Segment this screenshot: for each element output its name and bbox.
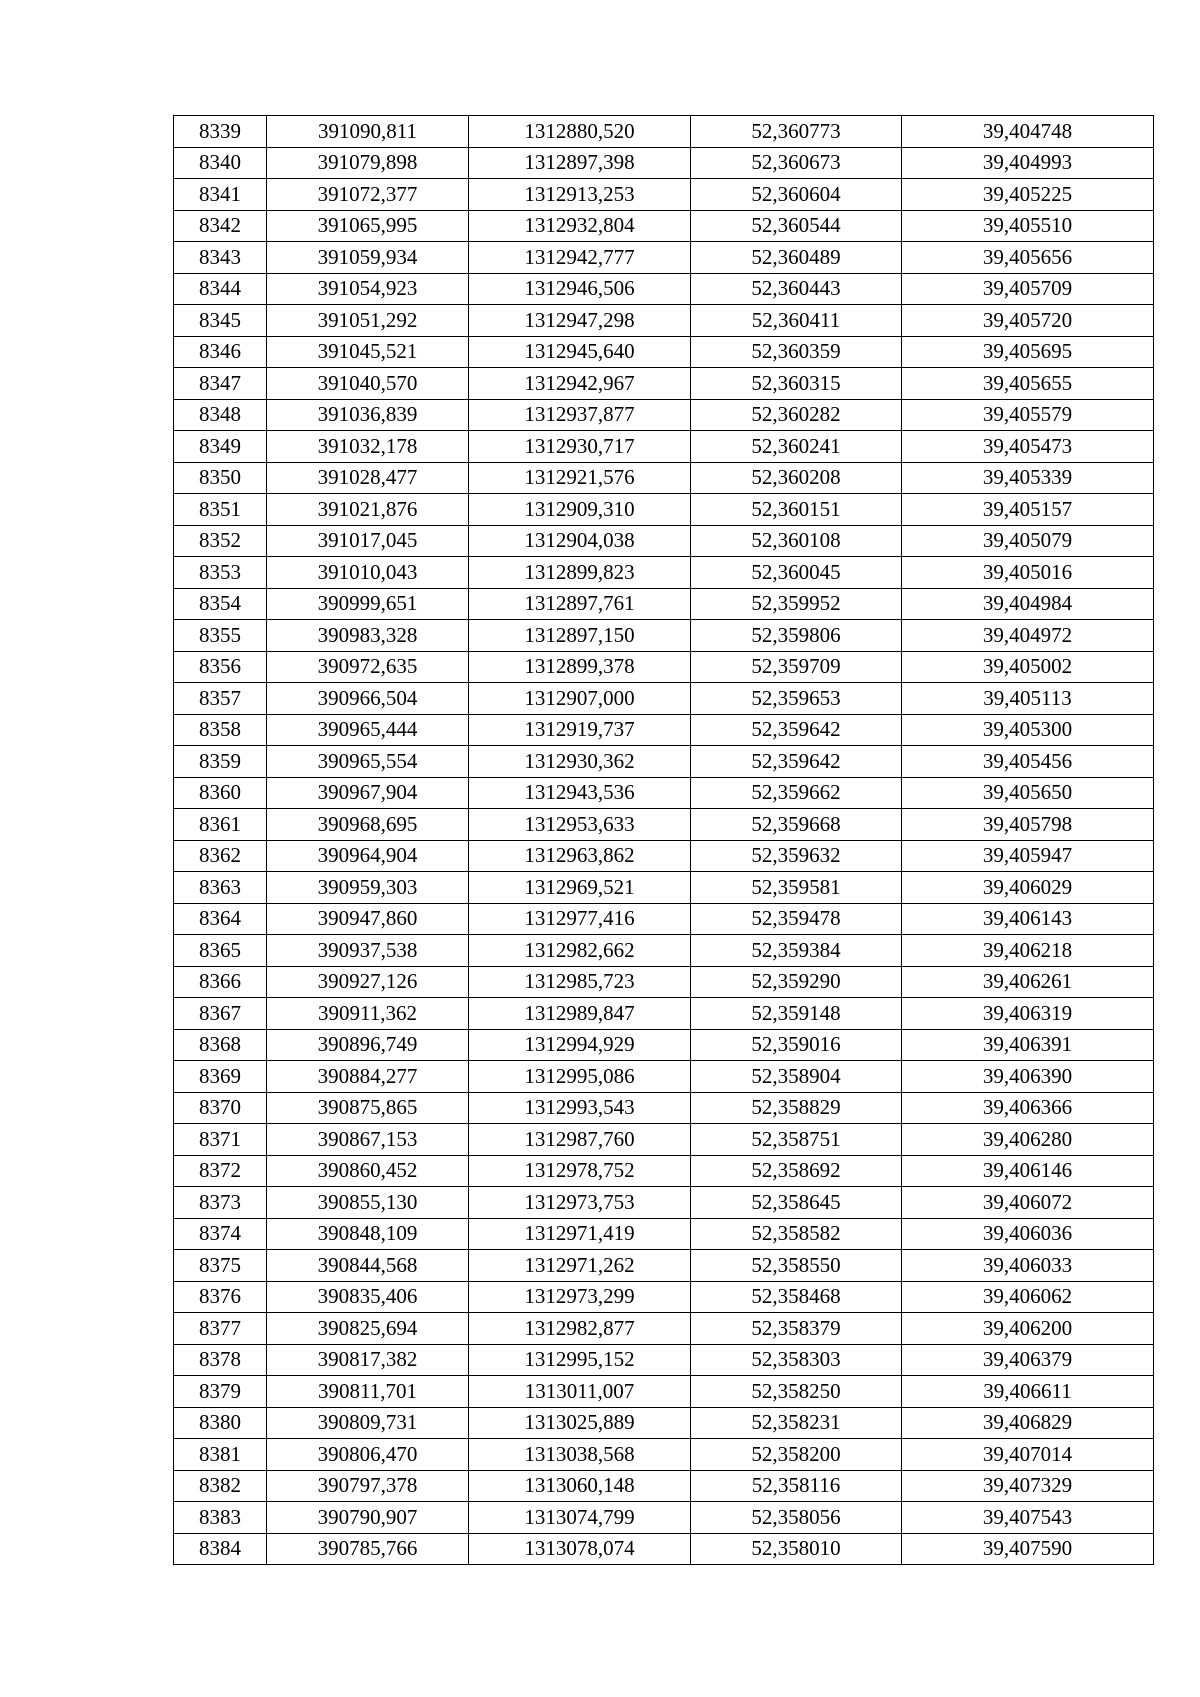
point-number-cell: 8382 <box>174 1470 267 1502</box>
table-row <box>174 1281 1154 1313</box>
latitude-cell: 52,358645 <box>691 1187 902 1219</box>
latitude-cell: 52,358692 <box>691 1155 902 1187</box>
x-coordinate-cell: 390844,568 <box>267 1250 469 1282</box>
point-number-cell: 8356 <box>174 651 267 683</box>
point-number-cell: 8374 <box>174 1218 267 1250</box>
y-coordinate-cell: 1312897,761 <box>469 588 691 620</box>
longitude-cell: 39,406379 <box>902 1344 1154 1376</box>
x-coordinate-cell: 390911,362 <box>267 998 469 1030</box>
y-coordinate-cell: 1312945,640 <box>469 336 691 368</box>
table-row <box>174 1187 1154 1219</box>
y-coordinate-cell: 1313074,799 <box>469 1502 691 1534</box>
y-coordinate-cell: 1312904,038 <box>469 525 691 557</box>
latitude-cell: 52,360151 <box>691 494 902 526</box>
latitude-cell: 52,359642 <box>691 746 902 778</box>
y-coordinate-cell: 1312973,299 <box>469 1281 691 1313</box>
point-number-cell: 8354 <box>174 588 267 620</box>
point-number-cell: 8341 <box>174 179 267 211</box>
x-coordinate-cell: 390999,651 <box>267 588 469 620</box>
table-row <box>174 651 1154 683</box>
point-number-cell: 8353 <box>174 557 267 589</box>
point-number-cell: 8349 <box>174 431 267 463</box>
latitude-cell: 52,360443 <box>691 273 902 305</box>
table-row <box>174 1533 1154 1565</box>
longitude-cell: 39,405656 <box>902 242 1154 274</box>
longitude-cell: 39,405655 <box>902 368 1154 400</box>
latitude-cell: 52,359709 <box>691 651 902 683</box>
latitude-cell: 52,359632 <box>691 840 902 872</box>
table-row <box>174 809 1154 841</box>
latitude-cell: 52,358056 <box>691 1502 902 1534</box>
x-coordinate-cell: 391036,839 <box>267 399 469 431</box>
table-row <box>174 525 1154 557</box>
y-coordinate-cell: 1312899,823 <box>469 557 691 589</box>
y-coordinate-cell: 1312977,416 <box>469 903 691 935</box>
table-row <box>174 998 1154 1030</box>
y-coordinate-cell: 1312982,662 <box>469 935 691 967</box>
point-number-cell: 8379 <box>174 1376 267 1408</box>
x-coordinate-cell: 390811,701 <box>267 1376 469 1408</box>
latitude-cell: 52,359952 <box>691 588 902 620</box>
table-row <box>174 179 1154 211</box>
longitude-cell: 39,407014 <box>902 1439 1154 1471</box>
x-coordinate-cell: 390968,695 <box>267 809 469 841</box>
x-coordinate-cell: 390964,904 <box>267 840 469 872</box>
point-number-cell: 8360 <box>174 777 267 809</box>
latitude-cell: 52,360489 <box>691 242 902 274</box>
point-number-cell: 8377 <box>174 1313 267 1345</box>
y-coordinate-cell: 1312989,847 <box>469 998 691 1030</box>
x-coordinate-cell: 391017,045 <box>267 525 469 557</box>
point-number-cell: 8355 <box>174 620 267 652</box>
y-coordinate-cell: 1312969,521 <box>469 872 691 904</box>
y-coordinate-cell: 1312942,777 <box>469 242 691 274</box>
longitude-cell: 39,405225 <box>902 179 1154 211</box>
latitude-cell: 52,359016 <box>691 1029 902 1061</box>
x-coordinate-cell: 391051,292 <box>267 305 469 337</box>
longitude-cell: 39,406072 <box>902 1187 1154 1219</box>
x-coordinate-cell: 390966,504 <box>267 683 469 715</box>
table-row <box>174 1376 1154 1408</box>
table-row <box>174 1502 1154 1534</box>
y-coordinate-cell: 1312953,633 <box>469 809 691 841</box>
longitude-cell: 39,405798 <box>902 809 1154 841</box>
longitude-cell: 39,404748 <box>902 116 1154 148</box>
point-number-cell: 8383 <box>174 1502 267 1534</box>
table-row <box>174 746 1154 778</box>
longitude-cell: 39,404993 <box>902 147 1154 179</box>
table-row <box>174 1439 1154 1471</box>
longitude-cell: 39,406391 <box>902 1029 1154 1061</box>
y-coordinate-cell: 1312880,520 <box>469 116 691 148</box>
x-coordinate-cell: 390825,694 <box>267 1313 469 1345</box>
y-coordinate-cell: 1313038,568 <box>469 1439 691 1471</box>
y-coordinate-cell: 1313025,889 <box>469 1407 691 1439</box>
x-coordinate-cell: 390965,554 <box>267 746 469 778</box>
y-coordinate-cell: 1312994,929 <box>469 1029 691 1061</box>
point-number-cell: 8378 <box>174 1344 267 1376</box>
point-number-cell: 8381 <box>174 1439 267 1471</box>
latitude-cell: 52,358116 <box>691 1470 902 1502</box>
latitude-cell: 52,359290 <box>691 966 902 998</box>
latitude-cell: 52,359581 <box>691 872 902 904</box>
x-coordinate-cell: 390959,303 <box>267 872 469 904</box>
latitude-cell: 52,360544 <box>691 210 902 242</box>
x-coordinate-cell: 390972,635 <box>267 651 469 683</box>
table-row <box>174 462 1154 494</box>
point-number-cell: 8373 <box>174 1187 267 1219</box>
longitude-cell: 39,405079 <box>902 525 1154 557</box>
point-number-cell: 8348 <box>174 399 267 431</box>
x-coordinate-cell: 391040,570 <box>267 368 469 400</box>
latitude-cell: 52,359806 <box>691 620 902 652</box>
y-coordinate-cell: 1312930,717 <box>469 431 691 463</box>
longitude-cell: 39,406033 <box>902 1250 1154 1282</box>
longitude-cell: 39,405650 <box>902 777 1154 809</box>
x-coordinate-cell: 390835,406 <box>267 1281 469 1313</box>
x-coordinate-cell: 390860,452 <box>267 1155 469 1187</box>
point-number-cell: 8368 <box>174 1029 267 1061</box>
longitude-cell: 39,405016 <box>902 557 1154 589</box>
table-row <box>174 494 1154 526</box>
y-coordinate-cell: 1312947,298 <box>469 305 691 337</box>
x-coordinate-cell: 391065,995 <box>267 210 469 242</box>
table-row <box>174 714 1154 746</box>
y-coordinate-cell: 1312973,753 <box>469 1187 691 1219</box>
point-number-cell: 8380 <box>174 1407 267 1439</box>
latitude-cell: 52,360359 <box>691 336 902 368</box>
longitude-cell: 39,405473 <box>902 431 1154 463</box>
y-coordinate-cell: 1312963,862 <box>469 840 691 872</box>
latitude-cell: 52,358468 <box>691 1281 902 1313</box>
table-row <box>174 588 1154 620</box>
longitude-cell: 39,406366 <box>902 1092 1154 1124</box>
table-row <box>174 966 1154 998</box>
y-coordinate-cell: 1312907,000 <box>469 683 691 715</box>
y-coordinate-cell: 1312995,086 <box>469 1061 691 1093</box>
y-coordinate-cell: 1313011,007 <box>469 1376 691 1408</box>
x-coordinate-cell: 390809,731 <box>267 1407 469 1439</box>
coordinates-table <box>173 115 1154 1565</box>
table-row <box>174 399 1154 431</box>
x-coordinate-cell: 390806,470 <box>267 1439 469 1471</box>
latitude-cell: 52,358231 <box>691 1407 902 1439</box>
point-number-cell: 8339 <box>174 116 267 148</box>
longitude-cell: 39,405709 <box>902 273 1154 305</box>
longitude-cell: 39,405157 <box>902 494 1154 526</box>
point-number-cell: 8370 <box>174 1092 267 1124</box>
x-coordinate-cell: 391079,898 <box>267 147 469 179</box>
longitude-cell: 39,406390 <box>902 1061 1154 1093</box>
point-number-cell: 8343 <box>174 242 267 274</box>
y-coordinate-cell: 1312942,967 <box>469 368 691 400</box>
table-row <box>174 273 1154 305</box>
latitude-cell: 52,359148 <box>691 998 902 1030</box>
longitude-cell: 39,407590 <box>902 1533 1154 1565</box>
x-coordinate-cell: 391045,521 <box>267 336 469 368</box>
y-coordinate-cell: 1312937,877 <box>469 399 691 431</box>
longitude-cell: 39,406062 <box>902 1281 1154 1313</box>
x-coordinate-cell: 391054,923 <box>267 273 469 305</box>
y-coordinate-cell: 1312993,543 <box>469 1092 691 1124</box>
x-coordinate-cell: 390855,130 <box>267 1187 469 1219</box>
x-coordinate-cell: 391032,178 <box>267 431 469 463</box>
latitude-cell: 52,359653 <box>691 683 902 715</box>
y-coordinate-cell: 1312913,253 <box>469 179 691 211</box>
point-number-cell: 8340 <box>174 147 267 179</box>
longitude-cell: 39,406611 <box>902 1376 1154 1408</box>
point-number-cell: 8358 <box>174 714 267 746</box>
table-row <box>174 840 1154 872</box>
table-row <box>174 1407 1154 1439</box>
latitude-cell: 52,358379 <box>691 1313 902 1345</box>
x-coordinate-cell: 391028,477 <box>267 462 469 494</box>
longitude-cell: 39,407543 <box>902 1502 1154 1534</box>
table-row <box>174 305 1154 337</box>
longitude-cell: 39,406261 <box>902 966 1154 998</box>
longitude-cell: 39,406319 <box>902 998 1154 1030</box>
point-number-cell: 8369 <box>174 1061 267 1093</box>
table-row <box>174 935 1154 967</box>
table-row <box>174 1155 1154 1187</box>
coordinates-table-body <box>174 116 1154 1565</box>
y-coordinate-cell: 1312919,737 <box>469 714 691 746</box>
longitude-cell: 39,406146 <box>902 1155 1154 1187</box>
latitude-cell: 52,358829 <box>691 1092 902 1124</box>
x-coordinate-cell: 390937,538 <box>267 935 469 967</box>
y-coordinate-cell: 1312943,536 <box>469 777 691 809</box>
x-coordinate-cell: 390884,277 <box>267 1061 469 1093</box>
longitude-cell: 39,405300 <box>902 714 1154 746</box>
point-number-cell: 8376 <box>174 1281 267 1313</box>
y-coordinate-cell: 1312932,804 <box>469 210 691 242</box>
longitude-cell: 39,405339 <box>902 462 1154 494</box>
point-number-cell: 8345 <box>174 305 267 337</box>
table-row <box>174 1250 1154 1282</box>
x-coordinate-cell: 390927,126 <box>267 966 469 998</box>
latitude-cell: 52,359668 <box>691 809 902 841</box>
y-coordinate-cell: 1312899,378 <box>469 651 691 683</box>
x-coordinate-cell: 390896,749 <box>267 1029 469 1061</box>
table-row <box>174 1313 1154 1345</box>
point-number-cell: 8363 <box>174 872 267 904</box>
table-row <box>174 210 1154 242</box>
longitude-cell: 39,405720 <box>902 305 1154 337</box>
table-row <box>174 1029 1154 1061</box>
y-coordinate-cell: 1312909,310 <box>469 494 691 526</box>
y-coordinate-cell: 1312971,419 <box>469 1218 691 1250</box>
table-row <box>174 1344 1154 1376</box>
point-number-cell: 8384 <box>174 1533 267 1565</box>
latitude-cell: 52,358250 <box>691 1376 902 1408</box>
point-number-cell: 8365 <box>174 935 267 967</box>
y-coordinate-cell: 1312930,362 <box>469 746 691 778</box>
x-coordinate-cell: 390947,860 <box>267 903 469 935</box>
latitude-cell: 52,359662 <box>691 777 902 809</box>
latitude-cell: 52,358751 <box>691 1124 902 1156</box>
table-row <box>174 872 1154 904</box>
x-coordinate-cell: 390983,328 <box>267 620 469 652</box>
y-coordinate-cell: 1313060,148 <box>469 1470 691 1502</box>
point-number-cell: 8367 <box>174 998 267 1030</box>
longitude-cell: 39,406200 <box>902 1313 1154 1345</box>
longitude-cell: 39,406029 <box>902 872 1154 904</box>
latitude-cell: 52,360315 <box>691 368 902 400</box>
y-coordinate-cell: 1312897,150 <box>469 620 691 652</box>
point-number-cell: 8362 <box>174 840 267 872</box>
x-coordinate-cell: 390867,153 <box>267 1124 469 1156</box>
y-coordinate-cell: 1312946,506 <box>469 273 691 305</box>
table-row <box>174 116 1154 148</box>
point-number-cell: 8357 <box>174 683 267 715</box>
point-number-cell: 8344 <box>174 273 267 305</box>
longitude-cell: 39,406036 <box>902 1218 1154 1250</box>
longitude-cell: 39,404984 <box>902 588 1154 620</box>
latitude-cell: 52,358550 <box>691 1250 902 1282</box>
longitude-cell: 39,405695 <box>902 336 1154 368</box>
latitude-cell: 52,359478 <box>691 903 902 935</box>
latitude-cell: 52,360045 <box>691 557 902 589</box>
table-row <box>174 336 1154 368</box>
latitude-cell: 52,360604 <box>691 179 902 211</box>
table-row <box>174 431 1154 463</box>
longitude-cell: 39,405456 <box>902 746 1154 778</box>
y-coordinate-cell: 1312971,262 <box>469 1250 691 1282</box>
table-row <box>174 368 1154 400</box>
latitude-cell: 52,359642 <box>691 714 902 746</box>
y-coordinate-cell: 1312985,723 <box>469 966 691 998</box>
longitude-cell: 39,405113 <box>902 683 1154 715</box>
y-coordinate-cell: 1312921,576 <box>469 462 691 494</box>
table-row <box>174 683 1154 715</box>
x-coordinate-cell: 390817,382 <box>267 1344 469 1376</box>
y-coordinate-cell: 1313078,074 <box>469 1533 691 1565</box>
table-row <box>174 557 1154 589</box>
longitude-cell: 39,406143 <box>902 903 1154 935</box>
point-number-cell: 8372 <box>174 1155 267 1187</box>
longitude-cell: 39,405510 <box>902 210 1154 242</box>
latitude-cell: 52,360673 <box>691 147 902 179</box>
table-row <box>174 1470 1154 1502</box>
longitude-cell: 39,405579 <box>902 399 1154 431</box>
longitude-cell: 39,406280 <box>902 1124 1154 1156</box>
x-coordinate-cell: 390797,378 <box>267 1470 469 1502</box>
x-coordinate-cell: 390875,865 <box>267 1092 469 1124</box>
table-row <box>174 1218 1154 1250</box>
latitude-cell: 52,360108 <box>691 525 902 557</box>
point-number-cell: 8359 <box>174 746 267 778</box>
x-coordinate-cell: 391010,043 <box>267 557 469 589</box>
table-row <box>174 242 1154 274</box>
x-coordinate-cell: 390785,766 <box>267 1533 469 1565</box>
y-coordinate-cell: 1312987,760 <box>469 1124 691 1156</box>
x-coordinate-cell: 390965,444 <box>267 714 469 746</box>
point-number-cell: 8346 <box>174 336 267 368</box>
latitude-cell: 52,360208 <box>691 462 902 494</box>
longitude-cell: 39,404972 <box>902 620 1154 652</box>
latitude-cell: 52,358582 <box>691 1218 902 1250</box>
latitude-cell: 52,360241 <box>691 431 902 463</box>
table-row <box>174 1061 1154 1093</box>
point-number-cell: 8371 <box>174 1124 267 1156</box>
longitude-cell: 39,407329 <box>902 1470 1154 1502</box>
point-number-cell: 8361 <box>174 809 267 841</box>
x-coordinate-cell: 391059,934 <box>267 242 469 274</box>
table-row <box>174 1092 1154 1124</box>
y-coordinate-cell: 1312982,877 <box>469 1313 691 1345</box>
x-coordinate-cell: 391021,876 <box>267 494 469 526</box>
longitude-cell: 39,406829 <box>902 1407 1154 1439</box>
latitude-cell: 52,358200 <box>691 1439 902 1471</box>
x-coordinate-cell: 390848,109 <box>267 1218 469 1250</box>
latitude-cell: 52,360411 <box>691 305 902 337</box>
longitude-cell: 39,405947 <box>902 840 1154 872</box>
latitude-cell: 52,358010 <box>691 1533 902 1565</box>
latitude-cell: 52,360773 <box>691 116 902 148</box>
longitude-cell: 39,405002 <box>902 651 1154 683</box>
point-number-cell: 8351 <box>174 494 267 526</box>
point-number-cell: 8375 <box>174 1250 267 1282</box>
table-row <box>174 903 1154 935</box>
x-coordinate-cell: 390967,904 <box>267 777 469 809</box>
y-coordinate-cell: 1312995,152 <box>469 1344 691 1376</box>
latitude-cell: 52,360282 <box>691 399 902 431</box>
table-row <box>174 620 1154 652</box>
point-number-cell: 8352 <box>174 525 267 557</box>
point-number-cell: 8342 <box>174 210 267 242</box>
table-row <box>174 147 1154 179</box>
longitude-cell: 39,406218 <box>902 935 1154 967</box>
y-coordinate-cell: 1312978,752 <box>469 1155 691 1187</box>
table-row <box>174 777 1154 809</box>
point-number-cell: 8366 <box>174 966 267 998</box>
latitude-cell: 52,358904 <box>691 1061 902 1093</box>
x-coordinate-cell: 390790,907 <box>267 1502 469 1534</box>
latitude-cell: 52,359384 <box>691 935 902 967</box>
point-number-cell: 8347 <box>174 368 267 400</box>
table-row <box>174 1124 1154 1156</box>
y-coordinate-cell: 1312897,398 <box>469 147 691 179</box>
x-coordinate-cell: 391072,377 <box>267 179 469 211</box>
latitude-cell: 52,358303 <box>691 1344 902 1376</box>
point-number-cell: 8350 <box>174 462 267 494</box>
x-coordinate-cell: 391090,811 <box>267 116 469 148</box>
point-number-cell: 8364 <box>174 903 267 935</box>
